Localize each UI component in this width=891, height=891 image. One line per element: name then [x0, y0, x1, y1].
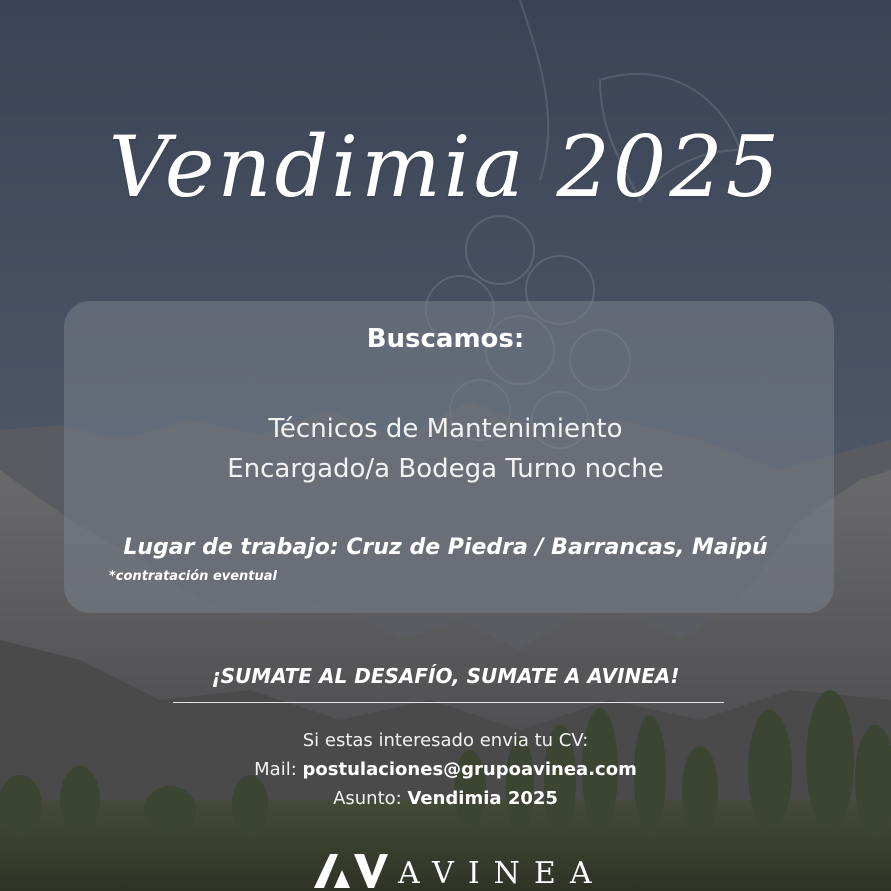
- divider: [173, 702, 724, 703]
- subject-label: Asunto:: [333, 788, 402, 809]
- workplace-line: Lugar de trabajo: Cruz de Piedra / Barrancas, Maipú: [123, 535, 768, 560]
- mail-label: Mail:: [254, 759, 297, 780]
- brand-logo: [310, 846, 610, 891]
- position-item: Encargado/a Bodega Turno noche: [227, 454, 664, 484]
- avinea-logo-icon: [310, 850, 390, 890]
- position-item: Técnicos de Mantenimiento: [268, 414, 623, 444]
- card-heading: Buscamos:: [366, 324, 525, 354]
- contact-subject: [0, 788, 891, 809]
- subject-value: Vendimia 2025: [407, 788, 558, 809]
- contract-note: *contratación eventual: [109, 569, 278, 584]
- contact-intro: Si estas interesado envia tu CV:: [302, 730, 589, 751]
- brand-name: AVINEA: [398, 856, 606, 891]
- mail-address-link[interactable]: postulaciones@grupoavinea.com: [302, 759, 637, 780]
- slogan: ¡SUMATE AL DESAFÍO, SUMATE A AVINEA!: [211, 664, 680, 688]
- poster-title: Vendimia 2025: [108, 118, 783, 216]
- contact-mail: [0, 759, 891, 780]
